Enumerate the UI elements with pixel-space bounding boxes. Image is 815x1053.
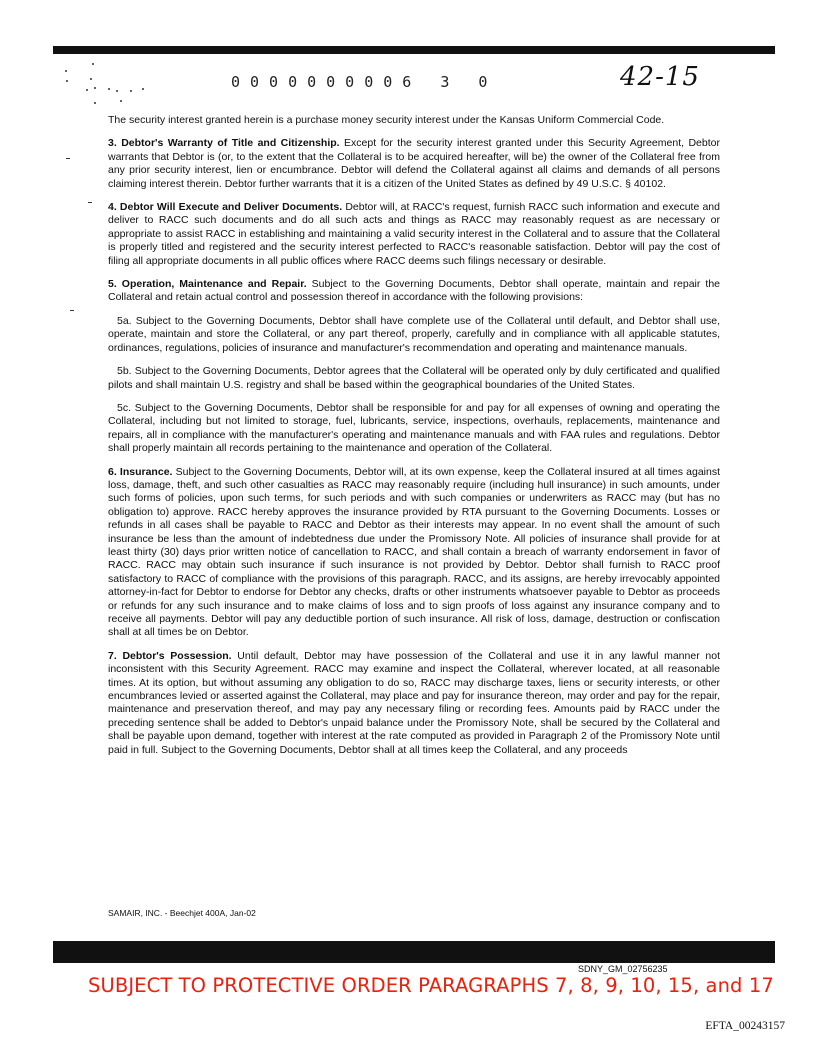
paragraph-3-warranty: 3. Debtor's Warranty of Title and Citizenship. Except for the security interest granted under this Security Agreement, Debtor warrants that Debtor is (or, to the extent that the Collateral is to be acquired hereafter, will be) the owner of the Collateral free from any prior security interest, lien or encumbrance. Debtor will defend the Collateral against all claims and demands of all persons claiming interest therein. Debtor further warrants that it is a citizen of the United States as defined by 49 U.S.C. § 40102. [108, 137, 720, 190]
protective-order-stamp: SUBJECT TO PROTECTIVE ORDER PARAGRAPHS 7, 8, 9, 10, 15, and 17 [88, 974, 774, 997]
paragraph-5b: 5b. Subject to the Governing Documents, Debtor agrees that the Collateral will be operated only by duly certificated and qualified pilots and shall maintain U.S. registry and shall be based within the geographical boundaries of the United States. [108, 365, 720, 391]
margin-mark [88, 202, 92, 203]
paragraph-heading: 6. Insurance. [108, 465, 173, 478]
bottom-scan-border [53, 941, 775, 963]
document-body [108, 114, 720, 767]
paragraph-heading: 7. Debtor's Possession. [108, 649, 232, 662]
handwritten-annotation: 42-15 [620, 62, 700, 92]
bates-number: SDNY_GM_02756235 [578, 964, 668, 974]
paragraph-5c: 5c. Subject to the Governing Documents, Debtor shall be responsible for and pay for all expenses of owning and operating the Collateral, including but not limited to storage, fuel, lubricants, service, inspections, overhauls, replacements, maintenance and repairs, all in compliance with the manufacturer's operating and maintenance manuals and with FAA rules and regulations. Debtor shall properly maintain all records pertaining to the maintenance and operation of the Collateral. [108, 401, 720, 455]
margin-mark [66, 158, 70, 159]
paragraph-7-possession: 7. Debtor's Possession. Until default, Debtor may have possession of the Collateral and use it in any lawful manner not inconsistent with this Security Agreement. RACC may examine and inspect the Collateral, wherever located, at all reasonable times. At its option, but without assuming any obligation to do so, RACC may discharge taxes, liens or security interests, or other encumbrances levied or asserted against the Collateral, may place and pay for insurance thereon, may order and pay for the repair, maintenance and preservation thereof, and may pay any necessary filing or recording fees. Amounts paid by RACC under the preceding sentence shall be added to Debtor's unpaid balance under the Promissory Note, shall be secured by the Collateral and shall be payable upon demand, together with interest at the rate computed as provided in Paragraph 2 of the Promissory Note until paid in full. Subject to the Governing Documents, Debtor shall at all times keep the Collateral, and any proceeds [108, 649, 720, 756]
paragraph-5-operation: 5. Operation, Maintenance and Repair. Subject to the Governing Documents, Debtor shall operate, maintain and repair the Collateral and retain actual control and possession thereof in accordance with the following provisions: [108, 278, 721, 304]
margin-mark [70, 310, 74, 311]
paragraph-purchase-money: The security interest granted herein is a purchase money security interest under the Kansas Uniform Commercial Code. [108, 114, 665, 126]
form-identifier: SAMAIR, INC. - Beechjet 400A, Jan-02 [108, 908, 256, 918]
paragraph-heading: 5. Operation, Maintenance and Repair. [108, 278, 307, 291]
paragraph-4-execute-documents: 4. Debtor Will Execute and Deliver Documents. Debtor will, at RACC's request, furnish RACC such information and execute and deliver to RACC such documents and do all such acts and things as RACC may reasonably request as are necessary or appropriate to assist RACC in establishing and maintaining a valid security interest in the Collateral and to assure that the Collateral is properly titled and registered and the security interest perfected to RACC's reasonable satisfaction. Debtor will pay the cost of filing all appropriate documents in all public offices where RACC deems such filings necessary or desirable. [108, 201, 720, 267]
efta-number: EFTA_00243157 [705, 1020, 785, 1032]
scan-specks [60, 60, 220, 110]
paragraph-heading: 3. Debtor's Warranty of Title and Citizenship. [108, 137, 340, 150]
top-scan-border [53, 46, 775, 54]
paragraph-heading: 4. Debtor Will Execute and Deliver Documents. [108, 201, 343, 214]
paragraph-5a: 5a. Subject to the Governing Documents, Debtor shall have complete use of the Collateral until default, and Debtor shall use, operate, maintain and store the Collateral, or any part thereof, properly, carefully and in compliance with all applicable statutes, ordinances, regulations, policies of insurance and manufacturer's recommendation and operating and maintenance manuals. [108, 314, 720, 354]
paragraph-6-insurance: 6. Insurance. Subject to the Governing Documents, Debtor will, at its own expense, keep the Collateral insured at all times against loss, damage, theft, and such other casualties as RACC may reasonably require (including hull insurance) in such amounts, under such forms of policies, upon such terms, for such periods and with such companies or underwriters as RACC may (but has no obligation to) approve. RACC hereby approves the insurance provided by RTA pursuant to the Governing Documents. Losses or refunds in all cases shall be payable to RACC and Debtor as their interests may appear. In no event shall the amount of such insurance be less than the amount of indebtedness due under the Promissory Note. All policies of insurance shall provide for at least thirty (30) days prior written notice of cancellation to RACC, and shall contain a breach of warranty endorsement in favor of RACC. RACC may obtain such insurance if such insurance is not provided by Debtor. Debtor shall furnish to RACC proof satisfactory to RACC of compliance with the provisions of this paragraph. RACC, and its assigns, are hereby irrevocably appointed attorney-in-fact for Debtor to endorse for Debtor any checks, drafts or other instruments whatsoever payable to Debtor as proceeds or refunds for any such insurance and to make claims of loss and to sign proofs of loss against any insurance company and to receive all payments. Debtor will pay any deductible portion of such insurance. All risk of loss, damage, destruction or confiscation shall at all times be on Debtor. [108, 465, 720, 639]
document-serial-number: 0000000006 3 0 [231, 73, 498, 91]
